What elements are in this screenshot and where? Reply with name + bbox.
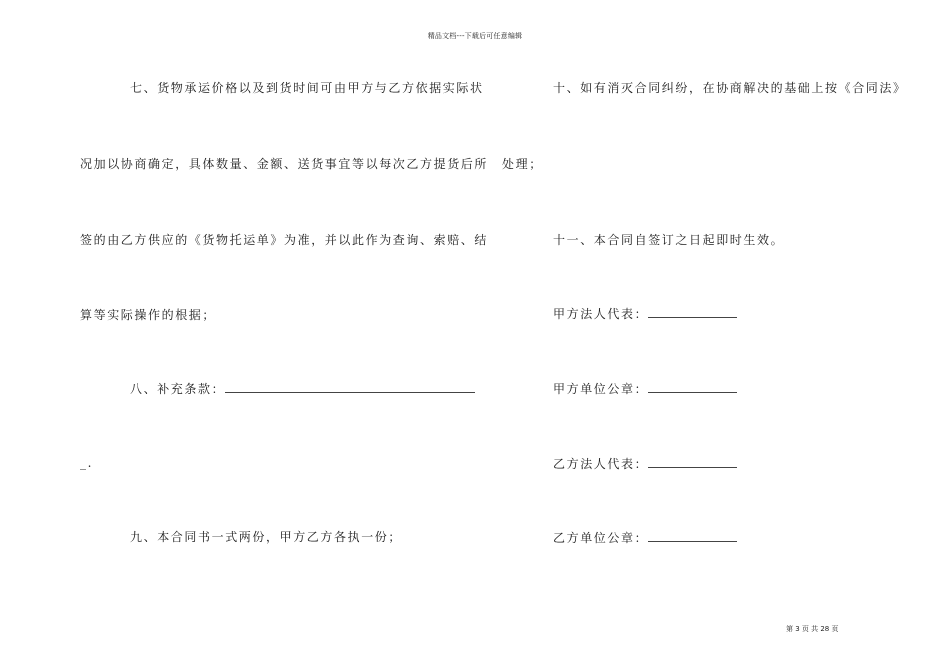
party-a-rep-label: 甲方法人代表： (553, 307, 649, 321)
clause-10-line-1: 十、如有消灭合同纠纷，在协商解决的基础上按《合同法》 (553, 81, 907, 95)
party-b-rep-label: 乙方法人代表： (553, 457, 649, 471)
clause-7-line-4: 算等实际操作的根据； (80, 308, 217, 322)
signature-party-b-representative (553, 456, 737, 471)
party-a-seal-blank-line (648, 381, 737, 393)
signature-party-b-seal (553, 530, 737, 545)
party-b-rep-blank-line (648, 456, 737, 468)
clause-8 (130, 381, 475, 396)
party-a-rep-blank-line (648, 306, 737, 318)
clause-7-line-1: 七、货物承运价格以及到货时间可由甲方与乙方依据实际状 (130, 81, 484, 95)
signature-party-a-representative (553, 306, 737, 321)
party-b-seal-label: 乙方单位公章： (553, 531, 649, 545)
page-header: 精品文档---下载后可任意编辑 (427, 32, 523, 40)
party-b-seal-blank-line (648, 530, 737, 542)
clause-8-blank-line (225, 381, 475, 393)
clause-7-line-2: 况加以协商确定，具体数量、金额、送货事宜等以每次乙方提货后所 (80, 157, 489, 171)
party-a-seal-label: 甲方单位公章： (553, 382, 649, 396)
clause-9: 九、本合同书一式两份，甲方乙方各执一份； (130, 530, 403, 544)
clause-8-tail: _. (80, 456, 94, 470)
signature-party-a-seal (553, 381, 737, 396)
clause-11: 十一、本合同自签订之日起即时生效。 (553, 233, 785, 247)
clause-8-label: 八、补充条款： (130, 382, 226, 396)
clause-10-line-2: 处理； (502, 157, 543, 171)
clause-7-line-3: 签的由乙方供应的《货物托运单》为准，并以此作为查询、索赔、结 (80, 233, 489, 247)
page-number: 第 3 页 共 28 页 (786, 625, 839, 633)
